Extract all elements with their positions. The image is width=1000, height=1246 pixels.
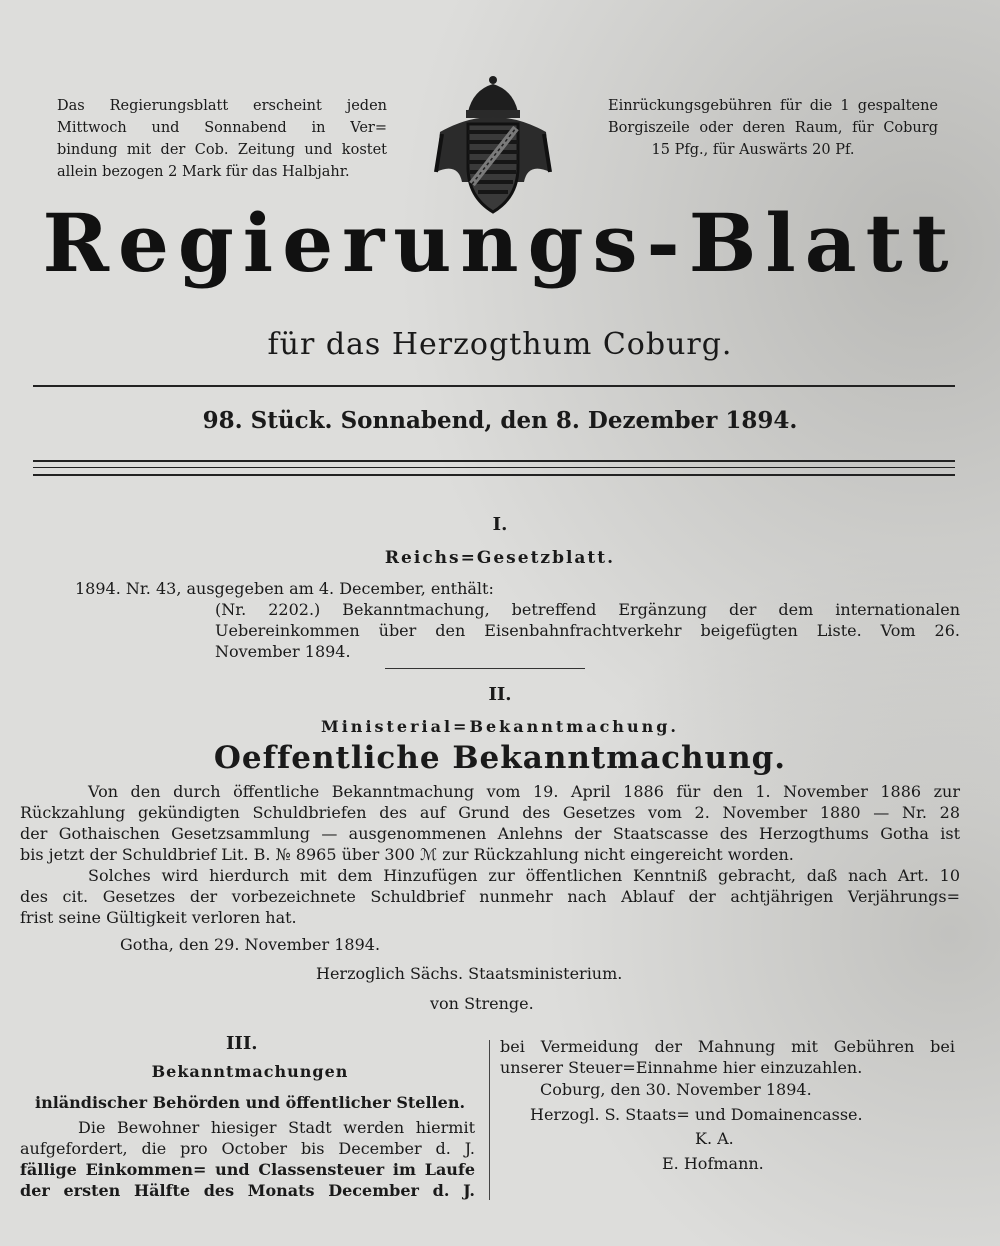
- text-line: bis jetzt der Schuldbrief Lit. B. № 8965 über 300 ℳ zur Rückzahlung nicht eingereicht worden.: [20, 845, 794, 864]
- text-line: unserer Steuer=Einnahme hier einzuzahlen.: [500, 1058, 863, 1077]
- text-line: aufgefordert, die pro October bis December d. J.: [20, 1139, 475, 1158]
- tax-notice-text: [20, 1117, 475, 1201]
- authority: Herzogl. S. Staats= und Domainencasse.: [530, 1105, 863, 1124]
- text-line: Rückzahlung gekündigten Schuldbriefen des auf Grund des Gesetzes vom 2. November 1880 — Nr. 28: [20, 803, 960, 822]
- advertising-line: Einrückungsgebühren für die 1 gespaltene: [608, 98, 938, 114]
- advertising-line: 15 Pfg., für Auswärts 20 Pf.: [651, 142, 855, 158]
- divider: [33, 467, 955, 468]
- section-heading: Reichs=Gesetzblatt.: [384, 548, 616, 568]
- section-heading: Ministerial=Bekanntmachung.: [321, 717, 679, 736]
- text-line: Solches wird hierdurch mit dem Hinzufügen zur öffentlichen Kenntniß gebracht, daß nach Art. 10: [88, 866, 960, 885]
- initials: K. A.: [695, 1129, 734, 1148]
- subscription-line: Mittwoch und Sonnabend in Ver=: [57, 120, 387, 136]
- text-line: des cit. Gesetzes der vorbezeichnete Schuldbrief nunmehr nach Ablauf der achtjährigen Verjährungs=: [20, 887, 960, 906]
- divider: [385, 668, 585, 669]
- advertising-line: Borgiszeile oder deren Raum, für Coburg: [608, 120, 938, 136]
- section1-text: [75, 578, 960, 662]
- section-subheading: inländischer Behörden und öffentlicher Stellen.: [34, 1093, 466, 1112]
- masthead-subtitle: für das Herzogthum Coburg.: [267, 327, 733, 362]
- divider: [33, 385, 955, 387]
- subscription-line: bindung mit der Cob. Zeitung und kostet: [57, 142, 387, 158]
- advertising-info: [608, 95, 938, 161]
- section-numeral: I.: [492, 514, 508, 535]
- section-numeral: II.: [488, 684, 512, 705]
- text-line: der ersten Hälfte des Monats December d. J.: [20, 1181, 475, 1200]
- issue-line: 98. Stück. Sonnabend, den 8. Dezember 1894.: [202, 407, 798, 434]
- text-line: bei Vermeidung der Mahnung mit Gebühren bei: [500, 1037, 955, 1056]
- text-line: fällige Einkommen= und Classensteuer im Laufe: [20, 1160, 475, 1179]
- text-line: Die Bewohner hiesiger Stadt werden hiermit: [78, 1118, 475, 1137]
- authority: Herzoglich Sächs. Staatsministerium.: [316, 964, 623, 983]
- text-line: (Nr. 2202.) Bekanntmachung, betreffend Ergänzung der dem internationalen: [215, 600, 960, 619]
- text-line: November 1894.: [215, 642, 351, 661]
- place-date: Gotha, den 29. November 1894.: [120, 935, 381, 954]
- subscription-line: Das Regierungsblatt erscheint jeden: [57, 98, 387, 114]
- subscription-info: [57, 95, 387, 183]
- signature: von Strenge.: [430, 994, 534, 1013]
- announcement-title: Oeffentliche Bekanntmachung.: [213, 740, 787, 776]
- text-line: der Gothaischen Gesetzsammlung — ausgenommenen Anlehns der Staatscasse des Herzogthums Gotha ist: [20, 824, 960, 843]
- place-date: Coburg, den 30. November 1894.: [540, 1080, 812, 1099]
- tax-notice-continued: [500, 1036, 955, 1078]
- text-line: frist seine Gültigkeit verloren hat.: [20, 908, 297, 927]
- divider: [33, 460, 955, 462]
- divider: [33, 474, 955, 476]
- section2-text: [20, 781, 960, 928]
- signature: E. Hofmann.: [662, 1154, 764, 1173]
- masthead-title: Regierungs-Blatt: [42, 196, 958, 290]
- subscription-line: allein bezogen 2 Mark für das Halbjahr.: [57, 164, 350, 180]
- text-line: Uebereinkommen über den Eisenbahnfrachtverkehr beigefügten Liste. Vom 26.: [215, 621, 960, 640]
- text-line: 1894. Nr. 43, ausgegeben am 4. December, enthält:: [75, 579, 494, 598]
- column-divider: [489, 1040, 490, 1200]
- section-heading: Bekanntmachungen: [151, 1062, 349, 1081]
- section-numeral: III.: [226, 1033, 258, 1054]
- text-line: Von den durch öffentliche Bekanntmachung vom 19. April 1886 für den 1. November 1886 zur: [88, 782, 960, 801]
